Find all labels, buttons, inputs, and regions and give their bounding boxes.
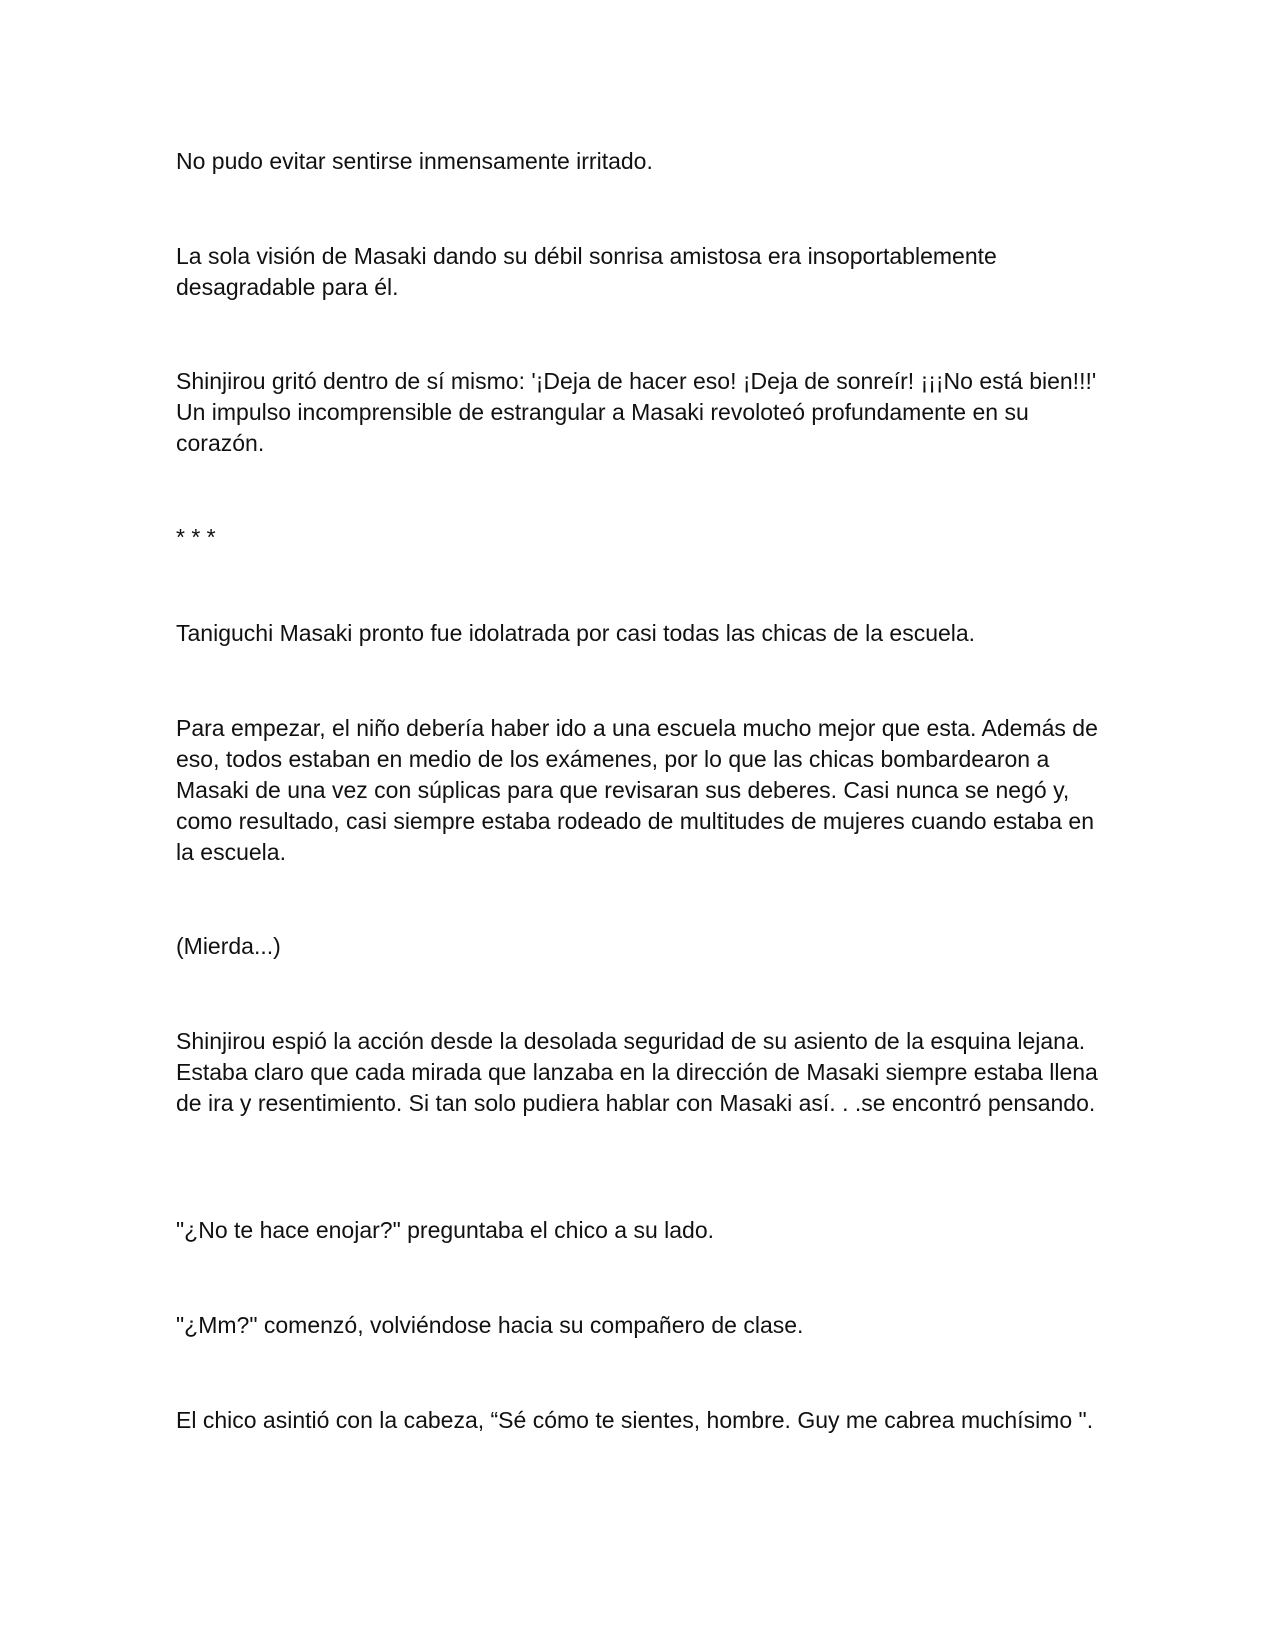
scene-break: * * *	[176, 524, 216, 550]
paragraph-idolatrada: Taniguchi Masaki pronto fue idolatrada por casi todas las chicas de la escuela.	[176, 620, 976, 646]
paragraph-mierda: (Mierda...)	[176, 933, 281, 959]
paragraph-dialogo-enojar: "¿No te hace enojar?" preguntaba el chico a su lado.	[176, 1217, 715, 1243]
paragraph-sonrisa: La sola visión de Masaki dando su débil sonrisa amistosa era insoportablemente desagradable para él.	[176, 243, 997, 300]
paragraph-escuela: Para empezar, el niño debería haber ido a una escuela mucho mejor que esta. Además de eso, todos estaban en medio de los exámenes, por lo que las chicas bombardearon a Masaki de una vez con súplicas para que revisaran sus deberes. Casi nunca se negó y, como resultado, casi siempre estaba rodeado de multitudes de mujeres cuando estaba en la escuela.	[176, 715, 1098, 865]
paragraph-dialogo-cabrea: El chico asintió con la cabeza, “Sé cómo te sientes, hombre. Guy me cabrea muchísimo ".	[176, 1407, 1094, 1433]
paragraph-dialogo-mm: "¿Mm?" comenzó, volviéndose hacia su compañero de clase.	[176, 1312, 804, 1338]
paragraph-irritado: No pudo evitar sentirse inmensamente irritado.	[176, 148, 653, 174]
paragraph-grito: Shinjirou gritó dentro de sí mismo: '¡Deja de hacer eso! ¡Deja de sonreír! ¡¡¡No está bien!!!' Un impulso incomprensible de estrangular a Masaki revoloteó profundamente en su corazón.	[176, 368, 1097, 456]
paragraph-espio: Shinjirou espió la acción desde la desolada seguridad de su asiento de la esquina lejana. Estaba claro que cada mirada que lanzaba en la dirección de Masaki siempre estaba llena de ira y resentimiento. Si tan solo pudiera hablar con Masaki así. . .se encontró pensando.	[176, 1028, 1098, 1116]
